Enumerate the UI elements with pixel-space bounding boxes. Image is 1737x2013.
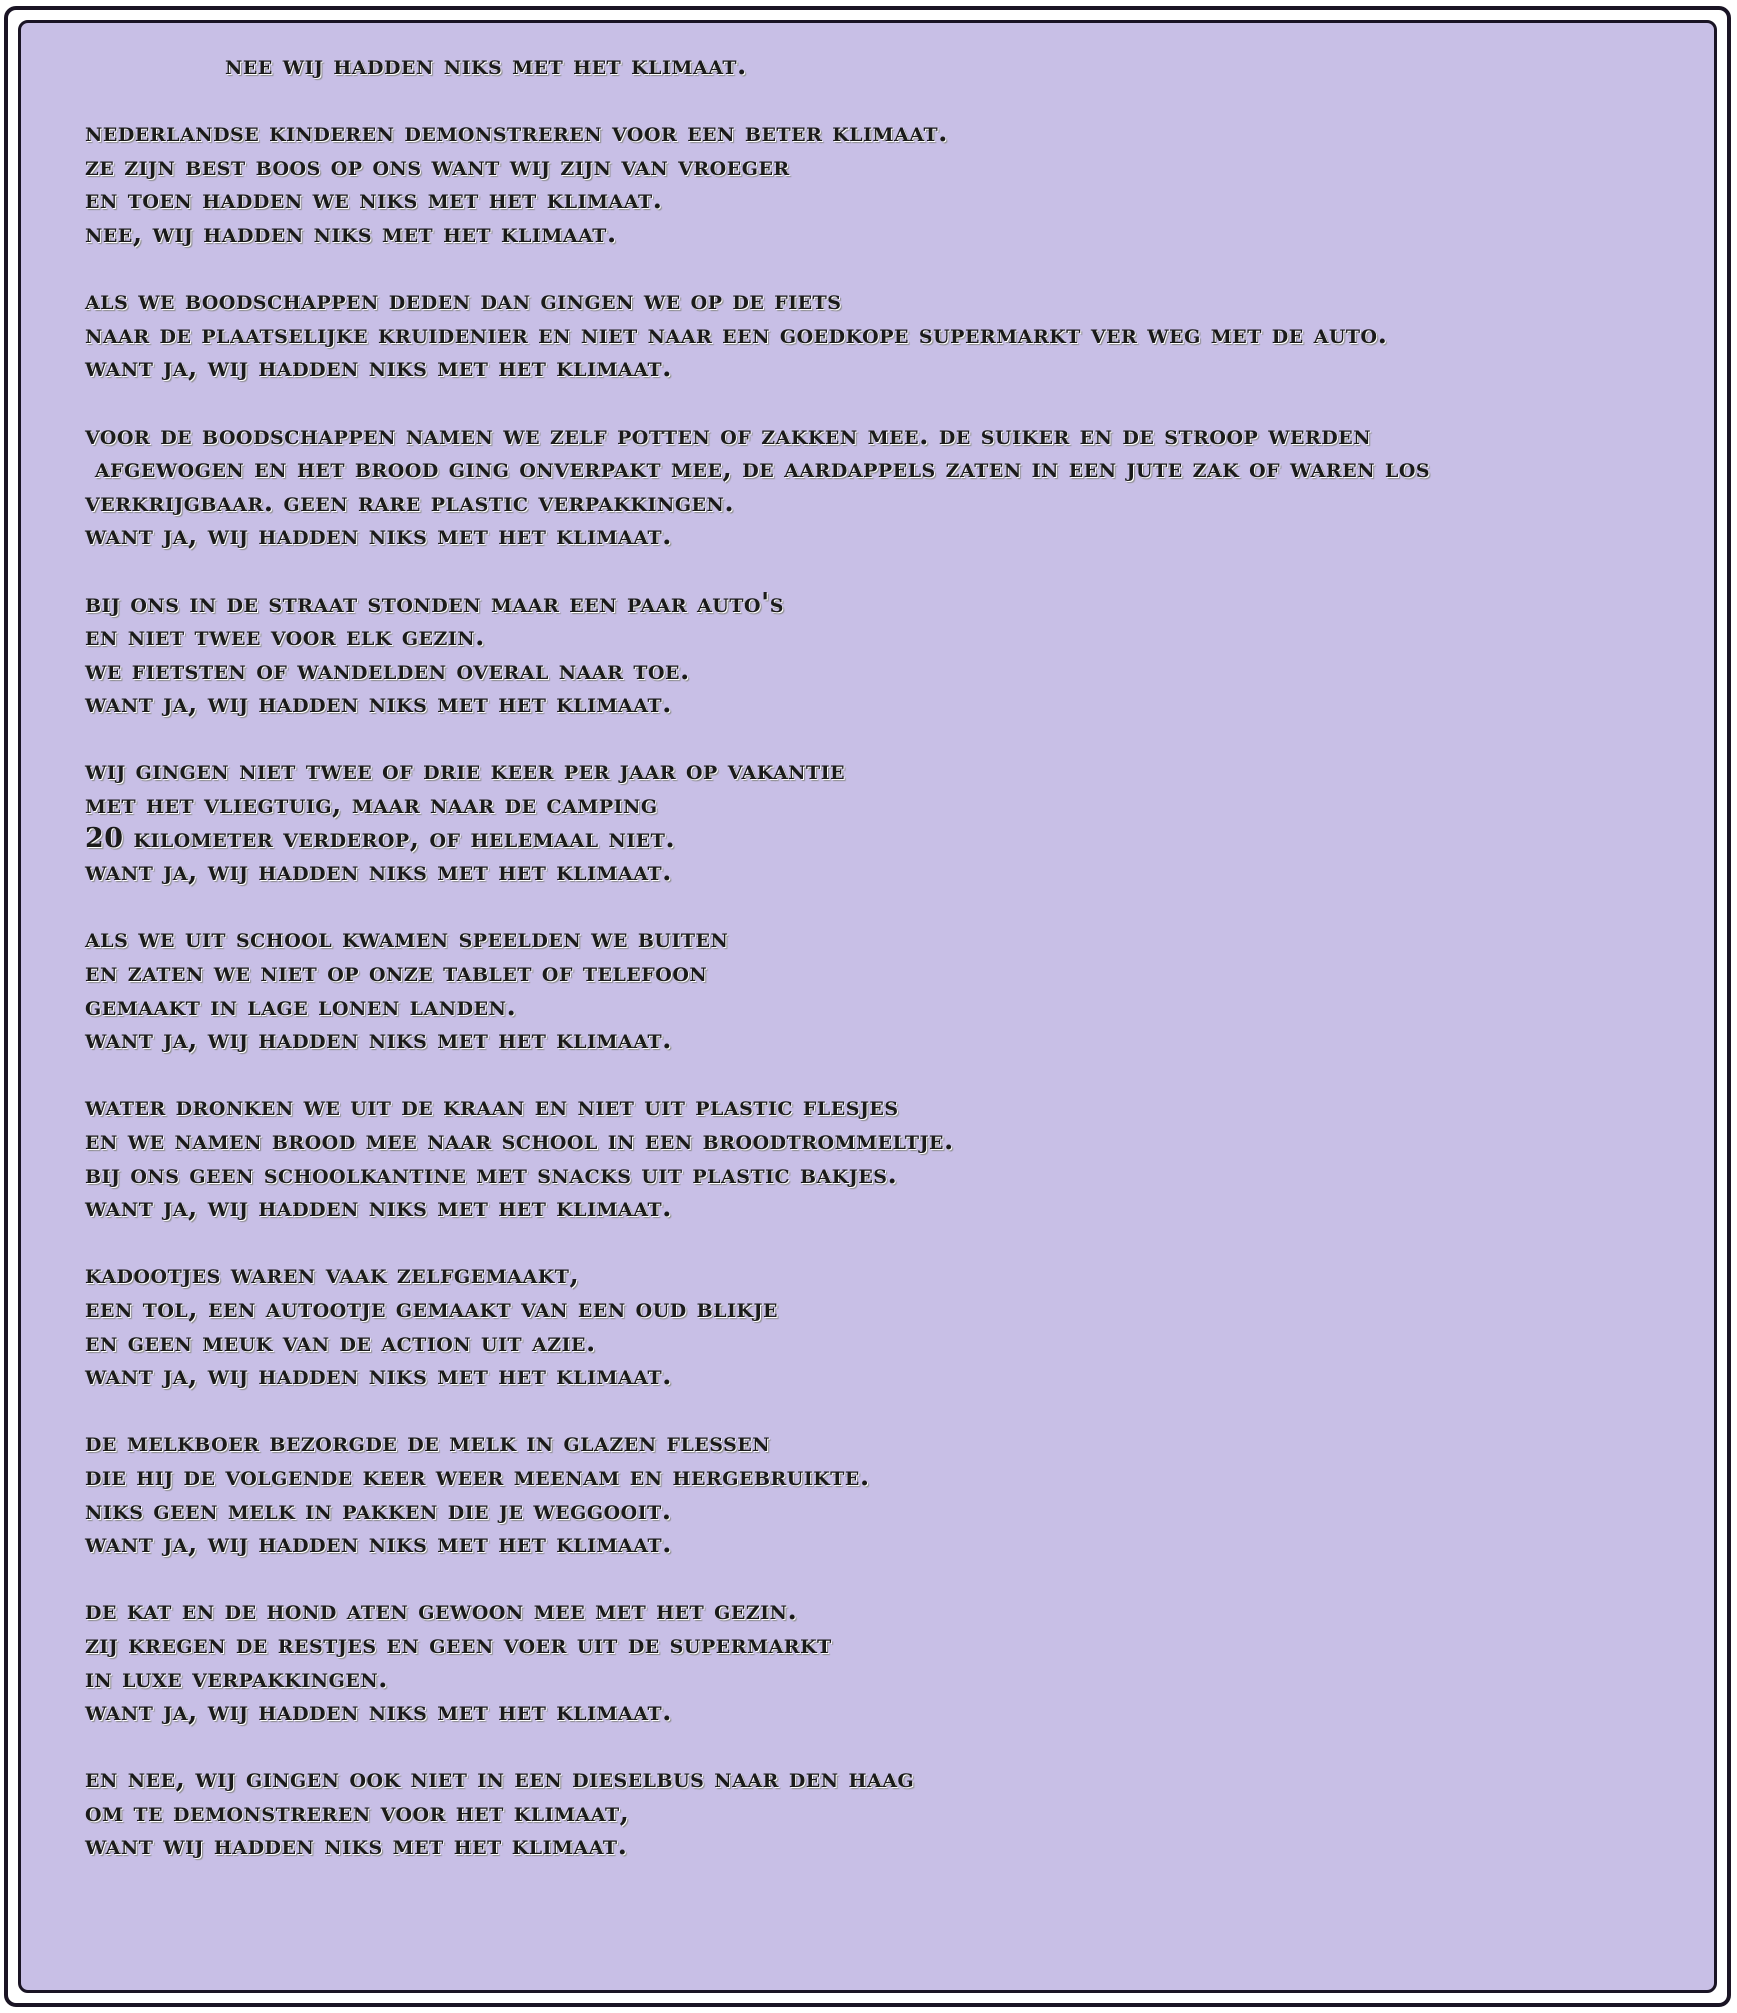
poem-line: bij ons in de straat stonden maar een paar auto's [85, 587, 785, 619]
poem-line: want ja, wij hadden niks met het klimaat. [85, 520, 673, 552]
poem-line: water dronken we uit de kraan en niet uit plastic flesjes [85, 1091, 899, 1123]
poem-line: ze zijn best boos op ons want wij zijn van vroeger [85, 150, 790, 182]
outer-frame [4, 6, 1731, 2007]
stanza-10 [85, 1594, 1694, 1728]
poem-panel [18, 20, 1717, 1993]
stanza-5 [85, 754, 1694, 888]
stanza-gap [85, 889, 1694, 923]
poem-line: en we namen brood mee naar school in een broodtrommeltje. [85, 1125, 954, 1156]
stanza-gap [85, 1561, 1694, 1595]
stanza-9 [85, 1426, 1694, 1560]
poem-line: in luxe verpakkingen. [85, 1662, 389, 1694]
poem-line: wij gingen niet twee of drie keer per jaar op vakantie [85, 755, 846, 787]
poem-line: nee, wij hadden niks met het klimaat. [85, 217, 617, 249]
stanza-gap [85, 385, 1694, 419]
stanza-8 [85, 1258, 1694, 1392]
poem-line: gemaakt in lage lonen landen. [85, 990, 517, 1022]
poem-line: we fietsten of wandelden overal naar toe. [85, 654, 690, 686]
stanza-gap [85, 83, 1694, 117]
poem-title: nee wij hadden niks met het klimaat. [225, 50, 747, 81]
stanza-gap [85, 721, 1694, 755]
stanza-gap [85, 251, 1694, 285]
poem-line: want ja, wij hadden niks met het klimaat. [85, 1360, 673, 1392]
poem-line: de melkboer bezorgde de melk in glazen flessen [85, 1427, 771, 1459]
poem-line: want ja, wij hadden niks met het klimaat. [85, 352, 673, 384]
poem-line: om te demonstreren voor het klimaat, [85, 1796, 630, 1828]
poem-line: en geen meuk van de action uit azie. [85, 1326, 596, 1358]
poem-line: en nee, wij gingen ook niet in een dieselbus naar den haag [85, 1763, 915, 1795]
poem-line: 20 kilometer verderop, of helemaal niet. [85, 822, 676, 854]
stanza-gap [85, 553, 1694, 587]
poem-line: niks geen melk in pakken die je weggooit. [85, 1494, 672, 1526]
poem-line: die hij de volgende keer weer meenam en hergebruikte. [85, 1460, 870, 1492]
poem-line: want ja, wij hadden niks met het klimaat. [85, 1024, 673, 1056]
stanza-container [85, 83, 1694, 1863]
poem-line: met het vliegtuig, maar naar de camping [85, 789, 658, 821]
poem-line: want ja, wij hadden niks met het klimaat. [85, 1192, 673, 1224]
poem-line: en niet twee voor elk gezin. [85, 621, 486, 653]
poem-text [85, 49, 1694, 1863]
poem-line: zij kregen de restjes en geen voer uit de supermarkt [85, 1628, 832, 1660]
poem-line: als we boodschappen deden dan gingen we op de fiets [85, 285, 842, 317]
poem-line: want wij hadden niks met het klimaat. [85, 1830, 628, 1862]
poem-line: en zaten we niet op onze tablet of telefoon [85, 957, 708, 989]
poem-line: afgewogen en het brood ging onverpakt mee, de aardappels zaten in een jute zak of waren los [85, 453, 1431, 485]
stanza-gap [85, 1057, 1694, 1091]
stanza-7 [85, 1090, 1694, 1224]
stanza-1 [85, 116, 1694, 250]
poem-line: nederlandse kinderen demonstreren voor een beter klimaat. [85, 117, 949, 149]
poem-line: verkrijgbaar. geen rare plastic verpakkingen. [85, 486, 735, 518]
stanza-4 [85, 587, 1694, 721]
stanza-3 [85, 419, 1694, 553]
poem-line: want ja, wij hadden niks met het klimaat. [85, 856, 673, 888]
stanza-6 [85, 922, 1694, 1056]
poem-line: de kat en de hond aten gewoon mee met het gezin. [85, 1595, 798, 1627]
poem-line: en toen hadden we niks met het klimaat. [85, 184, 663, 216]
poem-line: kadootjes waren vaak zelfgemaakt, [85, 1259, 580, 1291]
poem-line: naar de plaatselijke kruidenier en niet naar een goedkope supermarkt ver weg met de auto. [85, 318, 1388, 350]
poem-line: want ja, wij hadden niks met het klimaat. [85, 688, 673, 720]
stanza-11 [85, 1762, 1694, 1863]
stanza-gap [85, 1393, 1694, 1427]
poem-line: een tol, een autootje gemaakt van een oud blikje [85, 1292, 778, 1324]
poem-line: als we uit school kwamen speelden we buiten [85, 923, 729, 955]
stanza-2 [85, 284, 1694, 385]
poem-line: want ja, wij hadden niks met het klimaat. [85, 1696, 673, 1728]
stanza-gap [85, 1729, 1694, 1763]
stanza-gap [85, 1225, 1694, 1259]
poem-line: want ja, wij hadden niks met het klimaat. [85, 1528, 673, 1560]
poem-line: voor de boodschappen namen we zelf potten of zakken mee. de suiker en de stroop werden [85, 419, 1372, 451]
poem-line: bij ons geen schoolkantine met snacks uit plastic bakjes. [85, 1158, 898, 1190]
